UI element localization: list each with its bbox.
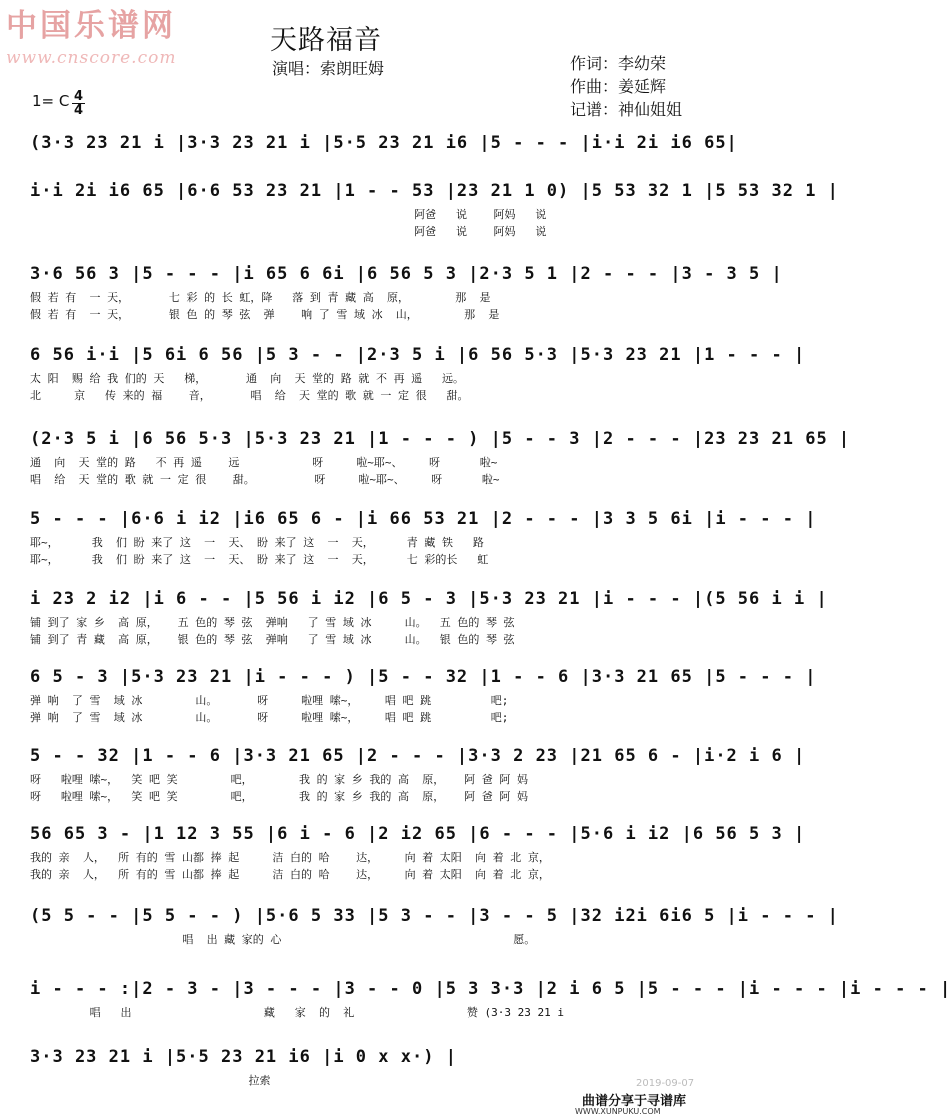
lyric-line-1: 通 向 天 堂的 路 不 再 遥 远 呀 啦~耶~、 呀 啦~ bbox=[30, 456, 498, 469]
notation-line: i·i 2i i6 65 |6·6 53 23 21 |1 - - 53 |23 21 1 0) |5 53 32 1 |5 53 32 1 | bbox=[30, 181, 839, 201]
lyricist-credit: 作词：李幼荣 bbox=[570, 54, 667, 73]
footer-share-text: 曲谱分享于寻谱库 bbox=[582, 1094, 687, 1109]
lyric-line-1: 唱 出 藏 家的 心 愿。 bbox=[30, 933, 536, 946]
lyric-line-2: 北 京 传 来的 福 音， 唱 给 天 堂的 歌 就 一 定 很 甜。 bbox=[30, 389, 469, 402]
notation-line: 56 65 3 - |1 12 3 55 |6 i - 6 |2 i2 65 |6 - - - |5·6 i i2 |6 56 5 3 | bbox=[30, 824, 806, 844]
notation-line: 6 56 i·i |5 6i 6 56 |5 3 - - |2·3 5 i |6 56 5·3 |5·3 23 21 |1 - - - | bbox=[30, 345, 806, 365]
lyric-line-2: 唱 给 天 堂的 歌 就 一 定 很 甜。 呀 啦~耶~、 呀 啦~ bbox=[30, 473, 500, 486]
lyric-line-1: 唱 出 藏 家 的 礼 赞 (3·3 23 21 i bbox=[30, 1006, 564, 1019]
lyric-line-1: 我的 亲 人， 所 有的 雪 山都 捧 起 洁 白的 哈 达， 向 着 太阳 向 着 北 京， bbox=[30, 851, 550, 864]
notation-line: 5 - - 32 |1 - - 6 |3·3 21 65 |2 - - - |3·3 2 23 |21 65 6 - |i·2 i 6 | bbox=[30, 746, 806, 766]
lyric-line-1: 假 若 有 一 天， 七 彩 的 长 虹，降 落 到 青 藏 高 原， 那 是 bbox=[30, 291, 491, 304]
lyric-line-1: 耶~， 我 们 盼 来了 这 一 天、 盼 来了 这 一 天， 青 藏 铁 路 bbox=[30, 536, 484, 549]
lyric-line-2: 我的 亲 人， 所 有的 雪 山都 捧 起 洁 白的 哈 达， 向 着 太阳 向 着 北 京， bbox=[30, 868, 550, 881]
lyric-line-1: 阿爸 说 阿妈 说 bbox=[30, 208, 547, 221]
lyric-line-1: 弹 响 了 雪 域 冰 山。 呀 啦哩 嗦~， 唱 吧 跳 吧; bbox=[30, 694, 509, 707]
lyric-line-2: 假 若 有 一 天， 银 色 的 琴 弦 弹 响 了 雪 域 冰 山， 那 是 bbox=[30, 308, 500, 321]
lyric-line-2: 弹 响 了 雪 域 冰 山。 呀 啦哩 嗦~， 唱 吧 跳 吧; bbox=[30, 711, 509, 724]
notation-line: i - - - :|2 - 3 - |3 - - - |3 - - 0 |5 3 3·3 |2 i 6 5 |5 - - - |i - - - |i - - - | bbox=[30, 979, 951, 999]
notation-line: (3·3 23 21 i |3·3 23 21 i |5·5 23 21 i6 |5 - - - |i·i 2i i6 65| bbox=[30, 133, 738, 153]
lyric-line-2: 阿爸 说 阿妈 说 bbox=[30, 225, 547, 238]
lyric-line-1: 呀 啦哩 嗦~， 笑 吧 笑 吧， 我 的 家 乡 我的 高 原， 阿 爸 阿 妈 bbox=[30, 773, 529, 786]
lyric-line-1: 拉索 bbox=[30, 1074, 271, 1087]
meter-bottom: 4 bbox=[74, 103, 84, 118]
singer-credit: 演唱：索朗旺姆 bbox=[272, 59, 385, 78]
notation-line: (5 5 - - |5 5 - - ) |5·6 5 33 |5 3 - - |3 - - 5 |32 i2i 6i6 5 |i - - - | bbox=[30, 906, 839, 926]
notation-line: i 23 2 i2 |i 6 - - |5 56 i i2 |6 5 - 3 |5·3 23 21 |i - - - |(5 56 i i | bbox=[30, 589, 828, 609]
meter-top: 4 bbox=[74, 89, 84, 104]
notation-line: 6 5 - 3 |5·3 23 21 |i - - - ) |5 - - 32 |1 - - 6 |3·3 21 65 |5 - - - | bbox=[30, 667, 817, 687]
footer-date: 2019-09-07 bbox=[636, 1078, 695, 1089]
lyric-line-2: 铺 到了 青 藏 高 原， 银 色的 琴 弦 弹响 了 雪 域 冰 山。 银 色的 琴 弦 bbox=[30, 633, 515, 646]
footer-url: WWW.XUNPUKU.COM bbox=[575, 1107, 661, 1116]
lyric-line-1: 铺 到了 家 乡 高 原， 五 色的 琴 弦 弹响 了 雪 域 冰 山。 五 色的 琴 弦 bbox=[30, 616, 515, 629]
song-title: 天路福音 bbox=[270, 25, 382, 56]
key-signature: 1= C bbox=[32, 92, 70, 110]
watermark-site-name: 中国乐谱网 bbox=[6, 8, 176, 44]
lyric-line-2: 耶~， 我 们 盼 来了 这 一 天、 盼 来了 这 一 天， 七 彩的长 虹 bbox=[30, 553, 489, 566]
composer-credit: 作曲：姜延辉 bbox=[570, 77, 667, 96]
notation-line: (2·3 5 i |6 56 5·3 |5·3 23 21 |1 - - - ) |5 - - 3 |2 - - - |23 23 21 65 | bbox=[30, 429, 851, 449]
notation-line: 3·6 56 3 |5 - - - |i 65 6 6i |6 56 5 3 |2·3 5 1 |2 - - - |3 - 3 5 | bbox=[30, 264, 783, 284]
transcriber-credit: 记谱：神仙姐姐 bbox=[570, 100, 683, 119]
lyric-line-2: 呀 啦哩 嗦~， 笑 吧 笑 吧， 我 的 家 乡 我的 高 原， 阿 爸 阿 妈 bbox=[30, 790, 529, 803]
watermark-url: www.cnscore.com bbox=[6, 48, 177, 68]
lyric-line-1: 太 阳 赐 给 我 们的 天 梯， 通 向 天 堂的 路 就 不 再 遥 远。 bbox=[30, 372, 465, 385]
notation-line: 3·3 23 21 i |5·5 23 21 i6 |i 0 x x·) | bbox=[30, 1047, 457, 1067]
notation-line: 5 - - - |6·6 i i2 |i6 65 6 - |i 66 53 21 |2 - - - |3 3 5 6i |i - - - | bbox=[30, 509, 817, 529]
